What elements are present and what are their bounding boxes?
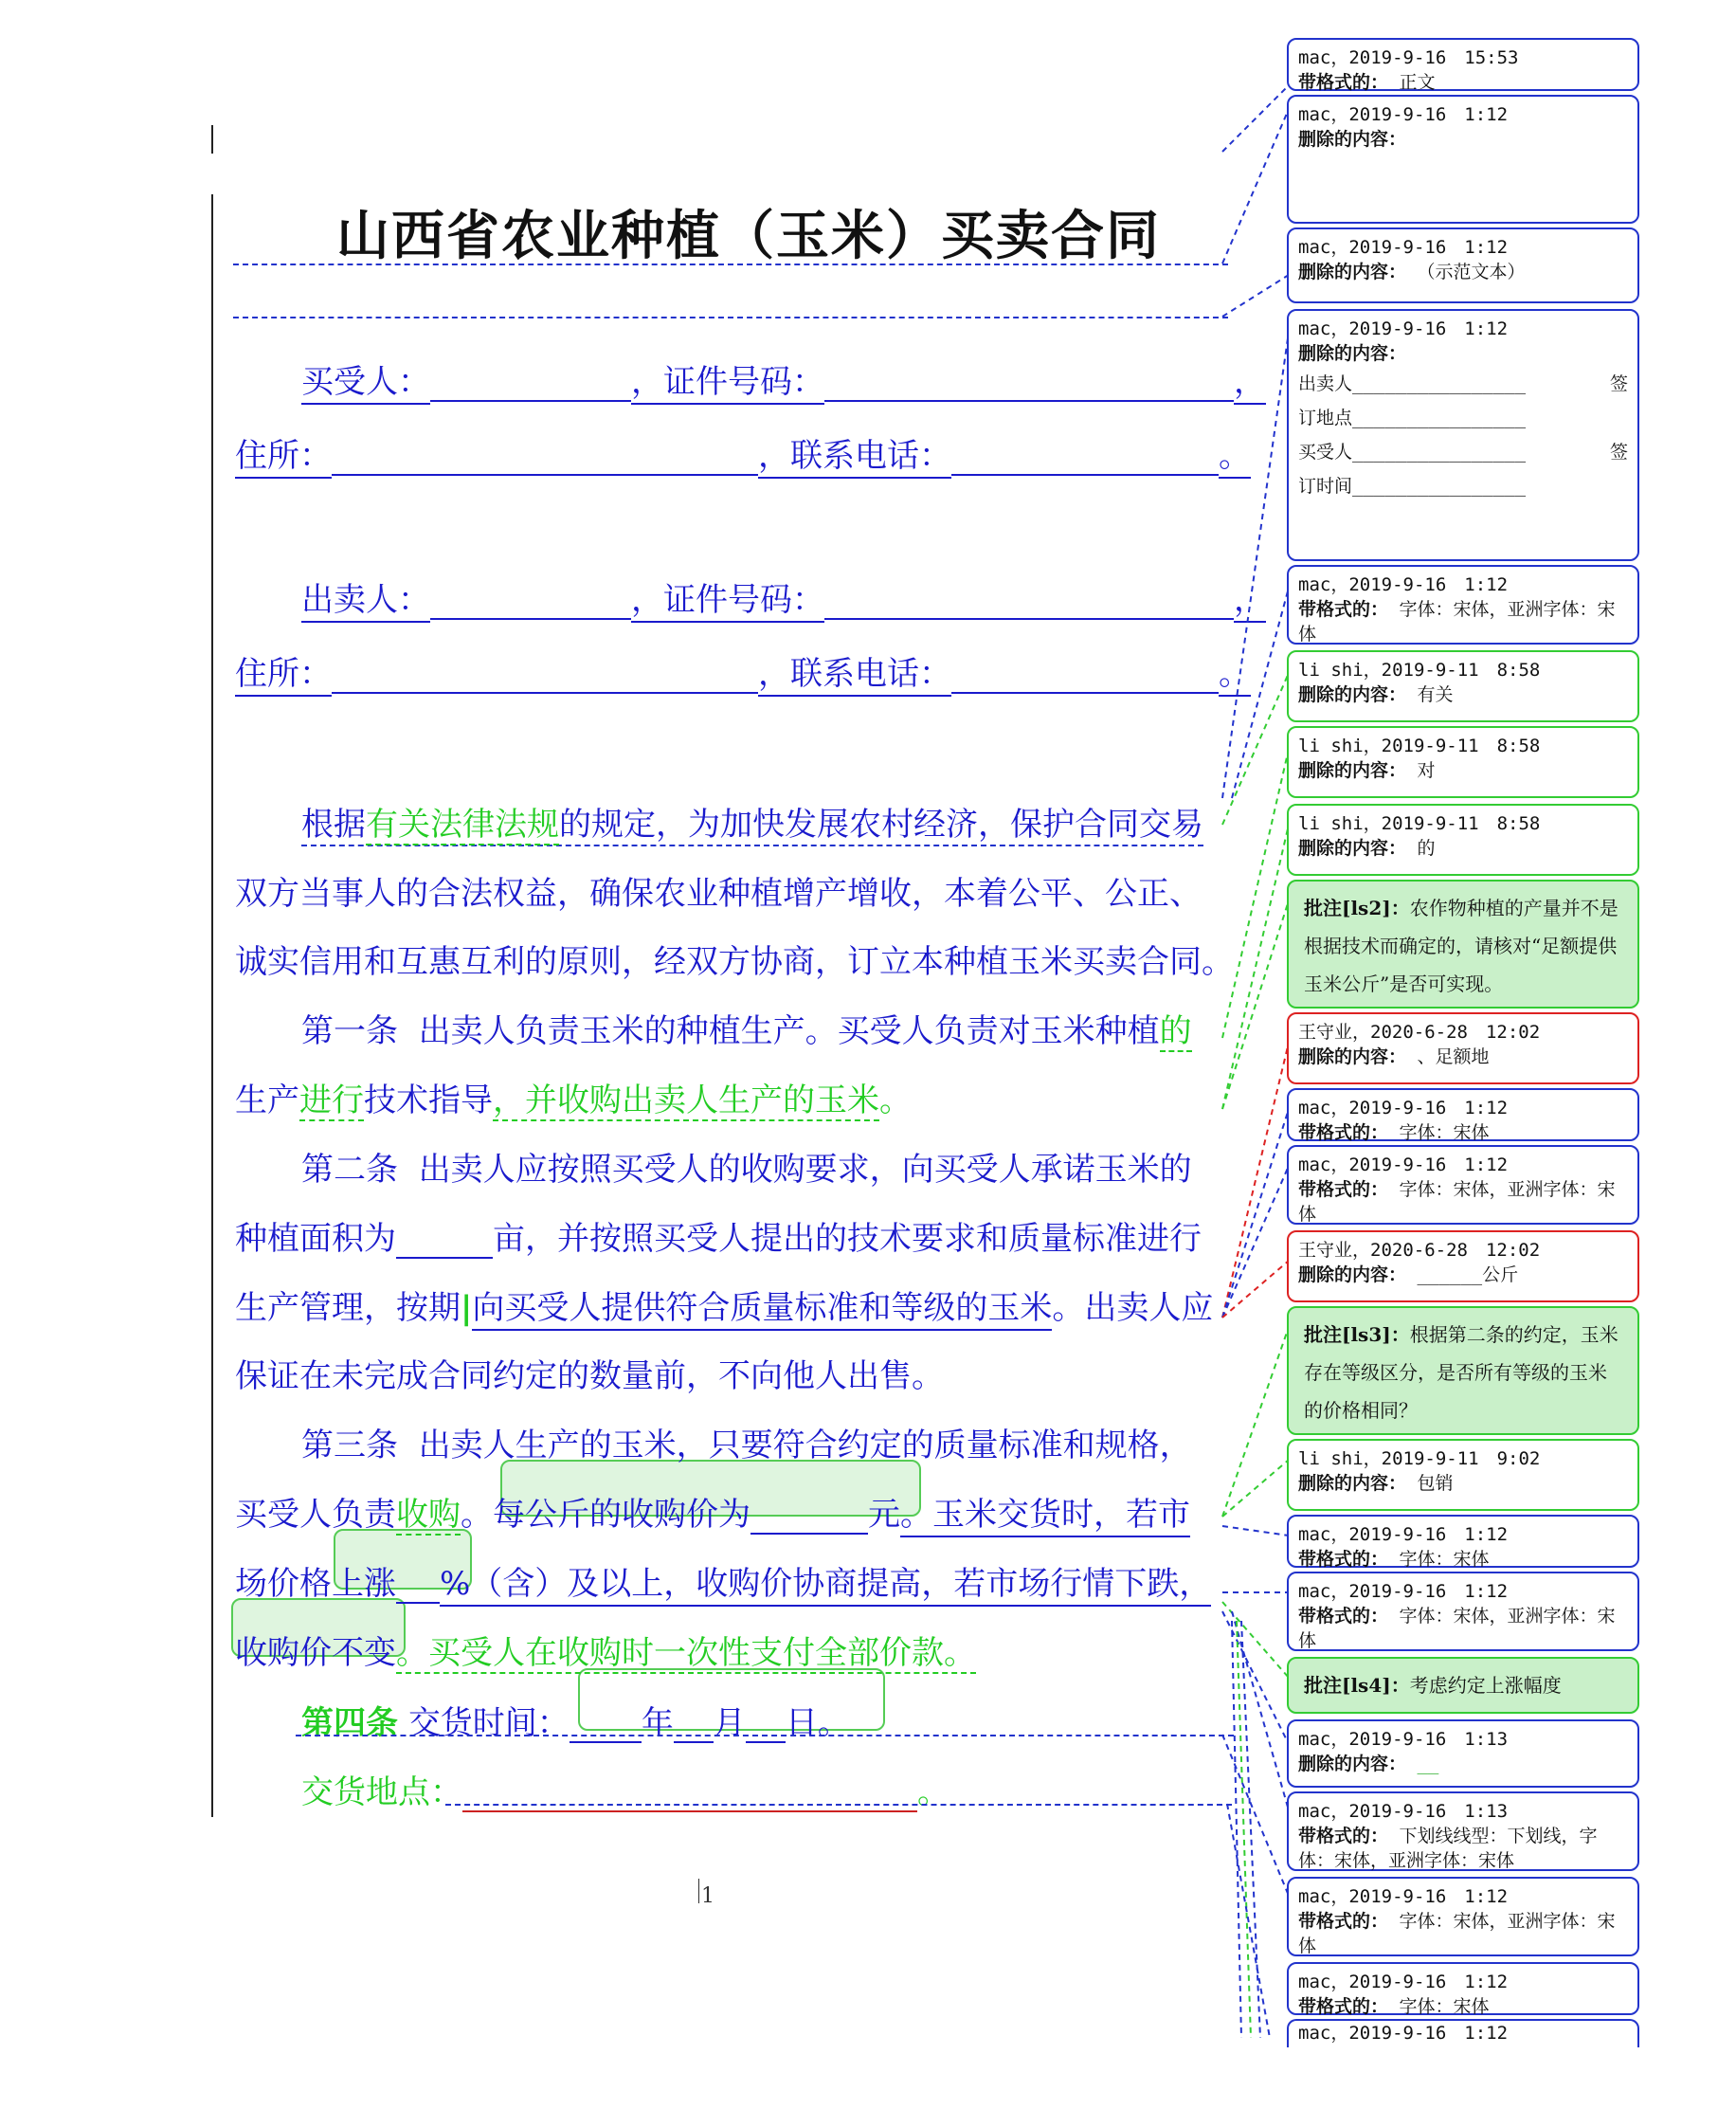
comment-kind: 带格式的： bbox=[1298, 1826, 1389, 1846]
text: 生产 bbox=[235, 1082, 299, 1119]
comment-author: li shi，2019-9-11 8:58 bbox=[1298, 736, 1541, 756]
comment-kind: 带格式的： bbox=[1298, 1549, 1389, 1570]
text: 的规定，为加快发展农村经济，保护合同交易 bbox=[559, 806, 1203, 844]
comment-text: 对 bbox=[1417, 760, 1436, 781]
note-text: 根据第二条的约定，玉米存在等级区分，是否所有等级的玉米的价格相同？ bbox=[1304, 1323, 1618, 1422]
note-label: 批注[ls3]： bbox=[1304, 1323, 1410, 1346]
phone-label: ，联系电话： bbox=[758, 655, 951, 697]
text: 。 bbox=[817, 1704, 850, 1742]
comment-text: 包销 bbox=[1417, 1473, 1454, 1494]
comment-text: 字体：宋体，亚洲字体：宋体 bbox=[1298, 1911, 1616, 1956]
article-label: 第一条 bbox=[301, 1012, 398, 1050]
comment-kind: 删除的内容： bbox=[1298, 262, 1407, 282]
comment-text: 的 bbox=[1417, 838, 1436, 859]
underlined-text: 。玉米交货时，若市 bbox=[900, 1496, 1190, 1537]
deleted-line-tail: 签 bbox=[1609, 373, 1628, 394]
comment-kind: 带格式的： bbox=[1298, 1996, 1389, 2017]
comment-text: 字体：宋体 bbox=[1399, 1122, 1490, 1143]
comment-kind: 带格式的： bbox=[1298, 72, 1389, 93]
document-title: 山西省农业种植（玉米）买卖合同 bbox=[336, 205, 1161, 267]
comment-text: 有关 bbox=[1417, 684, 1454, 705]
inserted-text: 的 bbox=[1159, 1012, 1192, 1050]
preamble-line-2: 双方当事人的合法权益，确保农业种植增产增收，本着公平、公正、 bbox=[235, 875, 1202, 913]
inserted-text: 进行 bbox=[299, 1082, 364, 1119]
comment-author: mac，2019-9-16 1:12 bbox=[1298, 104, 1509, 125]
comment-author: 王守业，2020-6-28 12:02 bbox=[1298, 1022, 1541, 1043]
comment-balloon[interactable] bbox=[1287, 1439, 1639, 1511]
comma: ， bbox=[1234, 363, 1266, 405]
deleted-line-tail: 签 bbox=[1609, 442, 1628, 463]
comment-kind: 带格式的： bbox=[1298, 1179, 1389, 1200]
comment-text: 字体：宋体，亚洲字体：宋体 bbox=[1298, 1179, 1616, 1225]
deleted-line: 买受人________________ bbox=[1298, 442, 1527, 463]
comment-balloon[interactable] bbox=[1287, 227, 1639, 303]
text: 年 bbox=[641, 1704, 674, 1742]
text: 元 bbox=[868, 1496, 900, 1534]
comment-kind: 删除的内容： bbox=[1298, 1473, 1407, 1494]
text: 生产管理，按期 bbox=[235, 1289, 461, 1327]
text: 亩，并按照买受人提出的技术要求和质量标准进行 bbox=[493, 1220, 1202, 1258]
comment-balloon[interactable] bbox=[1287, 1877, 1639, 1956]
comment-text: 字体：宋体，亚洲字体：宋体 bbox=[1298, 599, 1616, 645]
address-label: 住所： bbox=[235, 655, 332, 697]
comment-author: mac，2019-9-16 1:12 bbox=[1298, 1524, 1509, 1545]
text: 出卖人负责玉米的种植生产。买受人负责对玉米种植 bbox=[418, 1012, 1160, 1050]
comment-balloon[interactable] bbox=[1287, 650, 1639, 722]
comment-balloon[interactable] bbox=[1287, 38, 1639, 91]
article-label: 第三条 bbox=[301, 1427, 398, 1464]
comment-kind: 带格式的： bbox=[1298, 599, 1389, 620]
comment-author: li shi，2019-9-11 8:58 bbox=[1298, 660, 1541, 681]
comment-author: mac，2019-9-16 1:13 bbox=[1298, 1801, 1509, 1822]
comma: ， bbox=[1234, 581, 1266, 623]
note-label: 批注[ls4]： bbox=[1304, 1674, 1410, 1697]
underlined-text: 向买受人提供符合质量标准和等级的玉米 bbox=[472, 1289, 1052, 1331]
inserted-text: ，并收购出卖人生产的玉米 bbox=[493, 1082, 879, 1119]
note-text: 考虑约定上涨幅度 bbox=[1409, 1674, 1562, 1697]
note-label: 批注[ls2]： bbox=[1304, 897, 1410, 919]
comment-balloon[interactable] bbox=[1287, 726, 1639, 798]
comment-kind: 删除的内容： bbox=[1298, 684, 1407, 705]
article-label: 第四条 bbox=[301, 1704, 398, 1742]
comment-kind: 带格式的： bbox=[1298, 1122, 1389, 1143]
text: 出卖人应按照买受人的收购要求，向买受人承诺玉米的 bbox=[418, 1151, 1192, 1189]
comment-balloon[interactable] bbox=[1287, 1962, 1639, 2015]
comment-note[interactable] bbox=[1287, 880, 1639, 1009]
text: 上涨 bbox=[332, 1565, 396, 1603]
comment-author: mac，2019-9-16 1:13 bbox=[1298, 1729, 1509, 1750]
comment-note[interactable] bbox=[1287, 1657, 1639, 1714]
text: 。 bbox=[917, 1773, 949, 1811]
inserted-text: 。买受人在收购时一次性支付全部价款。 bbox=[396, 1634, 976, 1672]
comment-kind: 带格式的： bbox=[1298, 1606, 1389, 1627]
deleted-line: 订时间________________ bbox=[1298, 476, 1527, 497]
comment-balloon[interactable] bbox=[1287, 2019, 1639, 2047]
comment-text: （示范文本） bbox=[1417, 262, 1526, 282]
comment-balloon[interactable] bbox=[1287, 95, 1639, 224]
comment-kind: 删除的内容： bbox=[1298, 760, 1407, 781]
comment-balloon[interactable] bbox=[1287, 1012, 1639, 1084]
comment-author: mac，2019-9-16 1:12 bbox=[1298, 574, 1509, 595]
deleted-line: 订地点________________ bbox=[1298, 408, 1527, 428]
text: 。 bbox=[461, 1496, 493, 1534]
comment-author: mac，2019-9-16 1:12 bbox=[1298, 1581, 1509, 1602]
comment-balloon[interactable] bbox=[1287, 1719, 1639, 1788]
text: 买受人负责 bbox=[235, 1496, 396, 1534]
comment-kind: 删除的内容： bbox=[1298, 129, 1407, 150]
comment-balloon[interactable] bbox=[1287, 1088, 1639, 1141]
comment-author: mac，2019-9-16 1:12 bbox=[1298, 237, 1509, 258]
text: 收购价不变 bbox=[235, 1634, 396, 1672]
comment-author: li shi，2019-9-11 9:02 bbox=[1298, 1448, 1541, 1469]
text: 种植面积为 bbox=[235, 1220, 396, 1258]
seller-id-label: ，证件号码： bbox=[631, 581, 824, 623]
comment-balloon[interactable] bbox=[1287, 1145, 1639, 1225]
comment-note[interactable] bbox=[1287, 1306, 1639, 1435]
comment-balloon[interactable] bbox=[1287, 1791, 1639, 1871]
phone-label: ，联系电话： bbox=[758, 437, 951, 479]
comment-kind: 删除的内容： bbox=[1298, 1046, 1407, 1067]
comment-balloon[interactable] bbox=[1287, 1572, 1639, 1651]
comment-author: mac，2019-9-16 1:12 bbox=[1298, 318, 1509, 339]
comment-text: 字体：宋体，亚洲字体：宋体 bbox=[1298, 1606, 1616, 1651]
comment-kind: 带格式的： bbox=[1298, 1911, 1389, 1932]
text: 每公斤的收购价为 bbox=[493, 1496, 750, 1534]
comment-text: __ bbox=[1417, 1754, 1439, 1774]
article-2-line-3: 生产管理，按期|向买受人提供符合质量标准和等级的玉米。出卖人应 bbox=[235, 1282, 1213, 1328]
comment-kind: 删除的内容： bbox=[1298, 1754, 1407, 1774]
comment-text: 正文 bbox=[1399, 72, 1436, 93]
underlined-text: %（含）及以上，收购价协商提高，若市场行情下跌， bbox=[440, 1565, 1211, 1607]
comment-balloon[interactable] bbox=[1287, 1515, 1639, 1568]
comment-author: mac，2019-9-16 15:53 bbox=[1298, 47, 1519, 68]
text: 根据 bbox=[301, 806, 366, 844]
text: 场价格 bbox=[235, 1565, 332, 1603]
comment-balloon[interactable] bbox=[1287, 309, 1639, 561]
text: 出卖人生产的玉米，只要符合约定的质量标准和规格， bbox=[418, 1427, 1192, 1464]
text: 交货时间： bbox=[407, 1704, 570, 1742]
buyer-id-label: ，证件号码： bbox=[631, 363, 824, 405]
article-label: 第二条 bbox=[301, 1151, 398, 1189]
comment-author: mac，2019-9-16 1:12 bbox=[1298, 1886, 1509, 1907]
comment-author: 王守业，2020-6-28 12:02 bbox=[1298, 1240, 1541, 1261]
comment-text: 字体：宋体 bbox=[1399, 1549, 1490, 1570]
text: 月 bbox=[713, 1704, 746, 1742]
note-text: 农作物种植的产量并不是根据技术而确定的，请核对“足额提供玉米公斤”是否可实现。 bbox=[1304, 897, 1618, 995]
text: 技术指导 bbox=[364, 1082, 493, 1119]
comment-balloon[interactable] bbox=[1287, 804, 1639, 876]
comment-author: mac，2019-9-16 1:12 bbox=[1298, 1972, 1509, 1992]
comment-balloon[interactable] bbox=[1287, 565, 1639, 645]
comment-text: 字体：宋体 bbox=[1399, 1996, 1490, 2017]
period: 。 bbox=[1219, 437, 1251, 479]
text: 。出卖人应 bbox=[1052, 1289, 1214, 1327]
comment-text: ______公斤 bbox=[1417, 1264, 1519, 1285]
period: 。 bbox=[1219, 655, 1251, 697]
page-number: 1 bbox=[701, 1884, 714, 1908]
comment-kind: 删除的内容： bbox=[1298, 343, 1407, 364]
inserted-text: 收购 bbox=[396, 1496, 461, 1534]
inserted-text: 。 bbox=[879, 1082, 912, 1119]
comment-balloon[interactable] bbox=[1287, 1230, 1639, 1302]
text: 日 bbox=[785, 1704, 818, 1742]
seller-label: 出卖人： bbox=[301, 581, 430, 623]
comment-author: mac，2019-9-16 1:12 bbox=[1298, 1098, 1509, 1118]
comment-author: li shi，2019-9-11 8:58 bbox=[1298, 813, 1541, 834]
article-2-line-4: 保证在未完成合同约定的数量前，不向他人出售。 bbox=[235, 1357, 944, 1395]
delivery-label: 交货地点： bbox=[301, 1773, 462, 1811]
comment-text: 下划线线型：下划线，字体：宋体，亚洲字体：宋体 bbox=[1298, 1826, 1598, 1871]
inserted-text: 有关法律法规 bbox=[366, 806, 559, 844]
comment-kind: 删除的内容： bbox=[1298, 1264, 1407, 1285]
comment-kind: 删除的内容： bbox=[1298, 838, 1407, 859]
comment-author: mac，2019-9-16 1:12 bbox=[1298, 1154, 1509, 1175]
comment-text: 、足额地 bbox=[1417, 1046, 1490, 1067]
comment-author: mac，2019-9-16 1:12 bbox=[1298, 2023, 1509, 2044]
deleted-line: 出卖人________________ bbox=[1298, 373, 1527, 394]
buyer-label: 买受人： bbox=[301, 363, 430, 405]
address-label: 住所： bbox=[235, 437, 332, 479]
preamble-line-3: 诚实信用和互惠互利的原则，经双方协商，订立本种植玉米买卖合同。 bbox=[235, 943, 1234, 981]
